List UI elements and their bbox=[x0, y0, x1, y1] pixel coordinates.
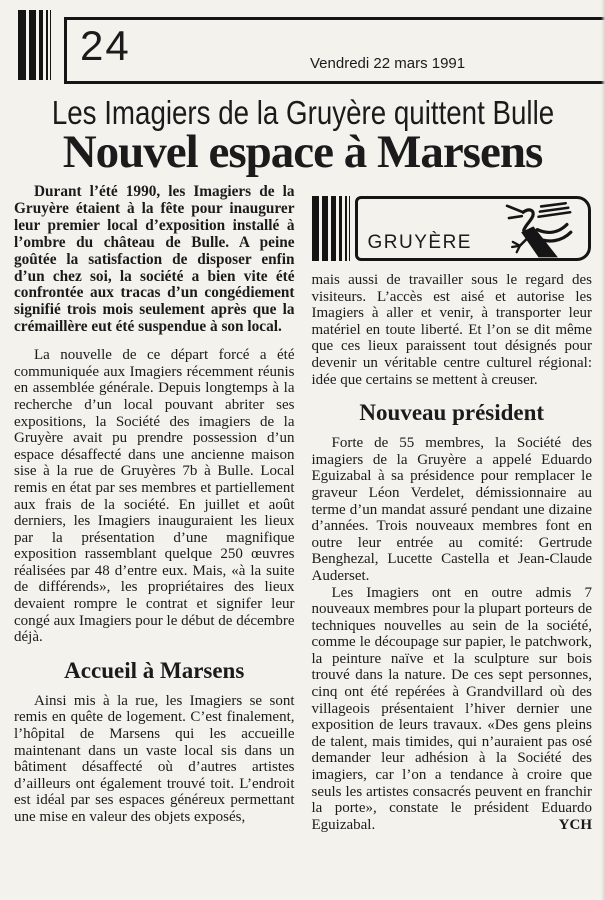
section-heading-president: Nouveau président bbox=[359, 400, 545, 426]
article-columns bbox=[14, 184, 592, 833]
gruyere-logo-label: GRUYÈRE bbox=[367, 232, 472, 253]
body-paragraph: Forte de 55 membres, la Société des imagiers de la Gruyère a appelé Eduardo Eguizabal à sa présidence pour remplacer le graveur Léon Verdelet, démissionnaire au terme d’un mandat assuré pendant une dizaine d’années. Trois nouveaux membres font en outre leur entrée au comité: Gertrude Benghezal, Lucette Castella et Jean-Claude Auderset. bbox=[311, 435, 592, 584]
body-paragraph bbox=[312, 585, 593, 834]
author-initials: YCH bbox=[558, 816, 592, 833]
body-paragraph: mais aussi de travailler sous le regard des visiteurs. L’accès est aisé et autorise les Imagiers à aller et venir, à transporter leur matériel en toute liberté. Et l’on se dit même que ces lieux paraissent tout désignés pour devenir un véritable centre culturel régional: idée que certains se mettent à creuser. bbox=[311, 272, 592, 388]
gruyere-logo-box bbox=[355, 196, 592, 261]
gruyere-logo bbox=[312, 196, 593, 262]
section-heading-accueil: Accueil à Marsens bbox=[64, 657, 245, 683]
body-paragraph: La nouvelle de ce départ forcé a été communiquée aux Imagiers récemment réunis en assemblée générale. Depuis longtemps à la recherche d’un local pouvant abriter ses expositions, la Société des imagiers de la Gruyère avait pu prendre possession d’un espace désaffecté dans une ancienne maison sise à la rue de Gruyères 7b à Bulle. Local remis en état par ses membres et partiellement aux frais de la société. En juillet et août derniers, les Imagiers inauguraient les lieux par la présentation d’une magnifique exposition rassemblant quelque 250 œuvres réalisées par 48 d’entre eux. Mais, «à la suite de différends», les propriétaires des lieux devaient rompre le contrat et signifer leur congé aux Imagiers pour le début de décembre déjà. bbox=[14, 347, 295, 646]
lead-paragraph: Durant l’été 1990, les Imagiers de la Gruyère étaient à la fête pour inaugurer leur premier local d’exposition installé à l’ombre du château de Bulle. A peine goûtée la satisfaction de disposer enfin d’un chez soi, la société a bien vite été confrontée aux tracas d’un congédiement signifié trois mois seulement après que la crémaillère eut été suspendue à son local. bbox=[14, 183, 295, 336]
page-number: 24 bbox=[80, 22, 131, 69]
issue-date: Vendredi 22 mars 1991 bbox=[310, 55, 466, 72]
main-headline: Nouvel espace à Marsens bbox=[62, 126, 543, 178]
registration-bars-icon bbox=[312, 196, 350, 261]
kicker-text: Les Imagiers de la Gruyère quittent Bulle bbox=[51, 94, 554, 131]
masthead-box bbox=[64, 17, 605, 84]
left-column bbox=[14, 184, 295, 833]
scan-edge-artifact bbox=[601, 0, 605, 900]
body-paragraph: Ainsi mis à la rue, les Imagiers se sont remis en quête de logement. C’est finalement, l’hôpital de Marsens qui les accueille maintenant dans un vaste local sis dans un bâtiment désaffecté où d’autres artistes d’ailleurs ont également trouvé toit. L’endroit est idéal par ses espaces généreux permettant une mise en valeur des objets exposés, bbox=[14, 692, 295, 825]
crane-bird-icon bbox=[488, 200, 584, 258]
right-column bbox=[312, 184, 593, 833]
registration-bars-icon bbox=[18, 10, 51, 80]
paragraph-text: Les Imagiers ont en outre admis 7 nouveaux membres pour la plupart porteurs de techniques nouvelles au sein de la société, comme le découpage sur papier, le patchwork, la peinture naïve et la sculpture sur bois trouvé dans la nature. De ces sept personnes, cinq ont été repérées à Grandvillard où des villageois présentaient l’hiver dernier une exposition de leurs travaux. «Des gens pleins de talent, mais timides, qui n’auraient pas osé demander leur adhésion à la Société des imagiers, car l’on a tendance à croire que seuls les artistes consacrés peuvent en franchir la porte», constate le président Eduardo Eguizabal. bbox=[311, 584, 592, 833]
